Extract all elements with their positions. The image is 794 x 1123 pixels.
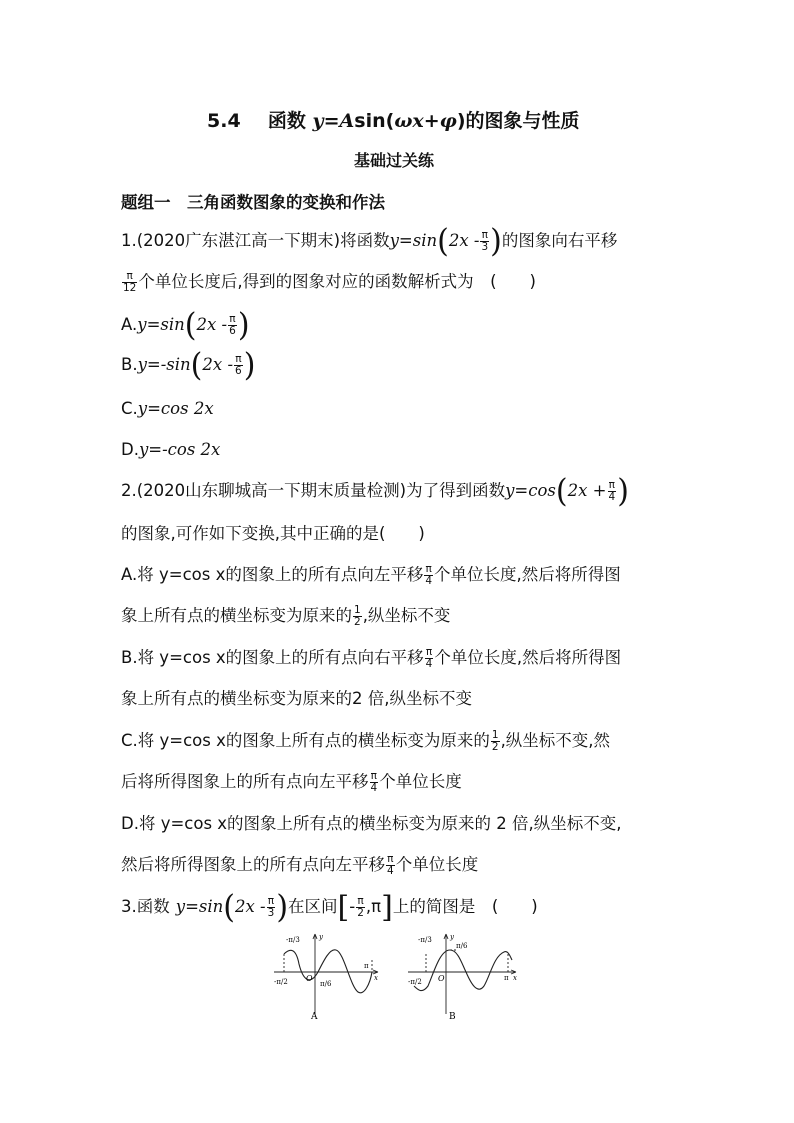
q1-line2-text: 个单位长度后,得到的图象对应的函数解析式为 ( ): [138, 272, 536, 291]
option-arg: 2x -: [196, 315, 228, 334]
paren-left: (: [184, 306, 197, 344]
frac-num: π: [481, 229, 488, 241]
q3-tail: 上的简图是 ( ): [392, 897, 538, 916]
title-omega: ω: [394, 110, 413, 132]
q1-option-c[interactable]: [121, 398, 214, 420]
title-suffix: 的图象与性质: [465, 110, 580, 132]
origin-label: O: [306, 974, 313, 983]
q2-stem-line1: [121, 472, 629, 510]
q2-option-a-line2: [121, 605, 450, 628]
graph-caption: B: [449, 1012, 456, 1022]
frac-num: π: [267, 895, 275, 907]
group-heading: 题组一 三角函数图象的变换和作法: [121, 193, 385, 212]
frac-den: 4: [387, 865, 394, 877]
frac-num: π: [608, 479, 615, 491]
title-close: ): [456, 110, 466, 132]
option-arg: 2x -: [202, 355, 234, 374]
text: 然后将所得图象上的所有点向左平移: [121, 855, 385, 874]
q2-option-b-line2: 象上所有点的横坐标变为原来的2 倍,纵坐标不变: [121, 689, 472, 708]
q1-option-d[interactable]: [121, 439, 220, 461]
q2-func: y=cos: [505, 481, 556, 500]
q1-func: y=sin: [389, 231, 438, 250]
title-x: x: [412, 110, 424, 132]
frac-num: π: [122, 271, 137, 283]
option-text: y=cos 2x: [137, 399, 214, 418]
q2-lead: 2.(2020山东聊城高一下期末质量检测)为了得到函数: [121, 481, 506, 500]
frac-num: π: [425, 646, 433, 658]
title-y: y: [312, 110, 324, 132]
frac-den: 4: [425, 658, 433, 670]
q1-stem-line1: [121, 222, 618, 260]
paren-left: (: [437, 222, 449, 260]
title-eq: =: [323, 110, 340, 132]
q1-fraction: [480, 230, 489, 253]
frac-num: π: [229, 313, 236, 325]
tick-label: -π/3: [286, 936, 300, 944]
q1-line2-fraction: [122, 271, 137, 294]
q2-option-c-line2: [121, 771, 462, 794]
paren-left: (: [223, 888, 235, 926]
bracket-left: [: [337, 889, 350, 925]
text: 个单位长度,然后将所得图: [434, 648, 622, 667]
frac-den: 4: [370, 782, 378, 794]
tick-label: π/6: [320, 980, 332, 988]
frac-den: 3: [481, 241, 489, 253]
frac-den: 2: [357, 907, 364, 919]
option-func: y=-sin: [137, 355, 191, 374]
text: 个单位长度: [379, 772, 462, 791]
interval-neg: -: [349, 897, 356, 916]
frac-den: 12: [123, 282, 137, 294]
q2-stem-line2: 的图象,可作如下变换,其中正确的是( ): [121, 524, 425, 543]
text: 个单位长度: [395, 855, 479, 874]
frac-den: 3: [267, 907, 275, 919]
tick-label: π: [504, 974, 509, 982]
tick-label: π/6: [456, 942, 468, 950]
subtitle: 基础过关练: [354, 151, 435, 170]
bracket-right: ]: [381, 889, 393, 925]
fraction: [370, 771, 379, 794]
frac-num: π: [387, 853, 394, 865]
tick-label: -π/2: [408, 978, 422, 986]
q3-func: y=sin: [175, 897, 224, 916]
frac-num: π: [235, 353, 242, 365]
q2-fraction: [608, 480, 617, 503]
graph-option-b[interactable]: [400, 928, 525, 1023]
frac-num: π: [357, 895, 364, 907]
title-plus: +: [423, 110, 440, 132]
q3-mid: 在区间: [288, 897, 338, 916]
option-label: D.: [121, 440, 139, 459]
frac-num: 1: [491, 729, 499, 741]
text: 个单位长度,然后将所得图: [434, 565, 621, 584]
frac-den: 6: [229, 325, 236, 337]
paren-right: ): [237, 306, 250, 344]
q1-arg: 2x -: [448, 231, 480, 250]
q1-lead: 1.(2020广东湛江高一下期末)将函数: [121, 231, 390, 250]
paren-right: ): [243, 346, 256, 384]
section-number: 5.4: [207, 110, 241, 132]
frac-den: 2: [491, 741, 499, 753]
paren-right: ): [617, 472, 629, 510]
q1-option-b[interactable]: [121, 346, 256, 384]
q2-option-c-line1[interactable]: [121, 730, 610, 753]
fraction: [386, 854, 395, 877]
q1-tail: 的图象向右平移: [501, 231, 618, 250]
interval-end: ,π: [365, 897, 382, 916]
graph-option-a[interactable]: [266, 928, 386, 1023]
x-axis-label: x: [374, 974, 378, 982]
option-label: B.: [121, 355, 138, 374]
option-fraction: [228, 314, 237, 337]
q2-option-d-line2: [121, 854, 478, 877]
frac-den: 6: [235, 365, 242, 377]
title-phi: φ: [439, 110, 457, 132]
text: 后将所得图象上的所有点向左平移: [121, 772, 369, 791]
frac-den: 4: [425, 575, 433, 587]
q1-option-a[interactable]: [121, 306, 250, 344]
frac-num: π: [425, 563, 432, 575]
option-label: C.: [121, 399, 138, 418]
x-axis-label: x: [513, 974, 517, 982]
graph-caption: A: [311, 1012, 318, 1022]
frac-num: π: [370, 770, 377, 782]
text: ,纵坐标不变,然: [500, 731, 611, 750]
sine-curve: [414, 950, 512, 991]
tick-label: -π/3: [418, 936, 432, 944]
q3-arg: 2x -: [235, 897, 266, 916]
paren-right: ): [490, 222, 502, 260]
q2-arg: 2x +: [567, 481, 607, 500]
q2-option-a-line1[interactable]: [121, 564, 621, 587]
fraction: [424, 564, 433, 587]
tick-label: π: [364, 962, 369, 970]
title-open: (: [385, 110, 395, 132]
option-text: y=-cos 2x: [138, 440, 221, 459]
interval-fraction: [356, 896, 365, 919]
origin-label: O: [438, 974, 445, 983]
paren-right: ): [276, 888, 289, 926]
title-sin: sin: [354, 110, 386, 132]
y-axis-label: y: [319, 933, 323, 941]
frac-num: 1: [354, 604, 361, 616]
text: B.将 y=cos x的图象上的所有点向右平移: [121, 648, 424, 667]
q2-option-d-line1[interactable]: D.将 y=cos x的图象上所有点的横坐标变为原来的 2 倍,纵坐标不变,: [121, 814, 622, 833]
fraction: [491, 730, 500, 753]
text: C.将 y=cos x的图象上所有点的横坐标变为原来的: [121, 731, 490, 750]
q3-lead: 3.函数: [121, 897, 170, 916]
text: ,纵坐标不变: [362, 606, 451, 625]
page-title: [207, 106, 580, 133]
title-prefix: 函数: [267, 110, 313, 132]
option-fraction: [234, 354, 243, 377]
fraction: [425, 647, 434, 670]
text: A.将 y=cos x的图象上的所有点向左平移: [121, 565, 424, 584]
text: 象上所有点的横坐标变为原来的: [121, 606, 352, 625]
q3-fraction: [267, 896, 276, 919]
title-A: A: [339, 110, 355, 132]
q3-stem: [121, 888, 538, 926]
fraction: [353, 605, 362, 628]
y-axis-label: y: [450, 933, 454, 941]
frac-den: 4: [608, 491, 616, 503]
tick-label: -π/2: [274, 978, 288, 986]
q2-option-b-line1[interactable]: [121, 647, 621, 670]
option-func: y=sin: [137, 315, 185, 334]
frac-den: 2: [354, 616, 361, 628]
paren-left: (: [190, 346, 203, 384]
option-label: A.: [121, 315, 138, 334]
paren-left: (: [555, 472, 568, 510]
q1-stem-line2: [121, 271, 536, 294]
